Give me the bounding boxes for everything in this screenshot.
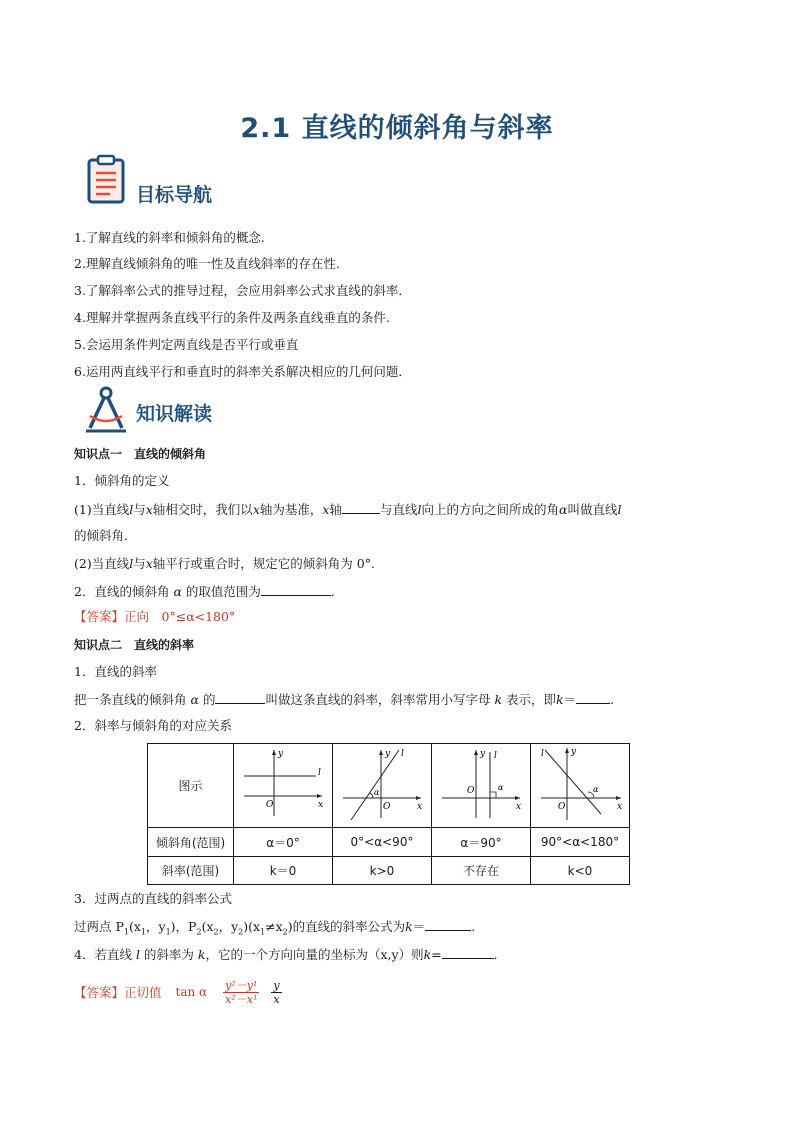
kp2-p1: 把一条直线的倾斜角 α 的 叫做这条直线的斜率，斜率常用小写字母 k 表示，即k＝ .: [74, 692, 615, 707]
blank-field: [576, 691, 610, 704]
svg-text:x: x: [516, 802, 522, 812]
diagram-positive-slope: [333, 744, 432, 828]
kp2-item1: 1．直线的斜率: [74, 664, 157, 679]
table-row-label: 倾斜角(范围): [148, 828, 234, 857]
kp1-answer: 【答案】正向 0°≤α<180°: [74, 609, 236, 624]
kp1-p1-cont: 的倾斜角．: [74, 528, 137, 543]
table-cell: 0°<α<90°: [333, 828, 432, 857]
kp1-item1: 1．倾斜角的定义: [74, 473, 170, 488]
svg-text:l: l: [494, 751, 497, 761]
table-row-label: 斜率(范围): [148, 857, 234, 885]
table-cell: α＝0°: [234, 828, 333, 857]
goal-item: 4.理解并掌握两条直线平行的条件及两条直线垂直的条件.: [74, 310, 390, 325]
svg-text:O: O: [467, 786, 475, 796]
slope-fraction: $\frac{\text{y²－y¹}}{\text{x²－x¹}}$: [225, 978, 258, 1006]
svg-text:α: α: [593, 785, 599, 794]
kp2-heading: 知识点二 直线的斜率: [74, 638, 195, 652]
svg-text:y: y: [480, 749, 486, 759]
table-cell: k<0: [531, 857, 630, 885]
slope-angle-table: [147, 743, 630, 885]
goal-item: 1.了解直线的斜率和倾斜角的概念.: [74, 230, 265, 245]
goal-item: 3.了解斜率公式的推导过程，会应用斜率公式求直线的斜率．: [74, 283, 411, 298]
compass-icon: [84, 386, 128, 434]
kp2-p3: 过两点 $P_1(x_1$，$y_1$)，$P_2(x_2$，$y_2)(x_1\ne x_2)$的直线的斜率公式为k＝ .: [74, 919, 476, 937]
blank-field: [442, 946, 494, 959]
svg-text:l: l: [318, 768, 321, 778]
goal-item: 5.会运用条件判定两直线是否平行或垂直: [74, 337, 299, 352]
clipboard-icon: [86, 154, 126, 204]
svg-text:x: x: [318, 800, 324, 810]
table-cell: k>0: [333, 857, 432, 885]
table-cell: 不存在: [432, 857, 531, 885]
table-cell: k＝0: [234, 857, 333, 885]
kp2-item3: 3．过两点的直线的斜率公式: [74, 891, 232, 906]
page-title: 2.1 直线的倾斜角与斜率: [240, 113, 554, 144]
blank-field: [261, 583, 331, 596]
kp1-item2: 2．直线的倾斜角 α 的取值范围为 .: [74, 584, 335, 599]
table-row: [148, 744, 630, 828]
svg-text:l: l: [541, 749, 544, 759]
blank-field: [342, 501, 380, 514]
kp2-answer: 【答案】 正切值 tan α $\frac{\text{y²－y¹}}{\text{x²－x¹}}$ $\frac{y}{x}$: [74, 978, 280, 1006]
diagram-zero-slope: [234, 744, 333, 828]
section-title-goals: 目标导航: [136, 184, 213, 206]
table-cell: α＝90°: [432, 828, 531, 857]
svg-text:x: x: [417, 802, 423, 812]
blank-field: [425, 918, 471, 931]
kp2-item2: 2．斜率与倾斜角的对应关系: [74, 718, 232, 733]
direction-fraction: $\frac{y}{x}$: [273, 978, 280, 1006]
table-row: [148, 828, 630, 857]
svg-text:y: y: [385, 749, 391, 759]
kp2-item4: 4．若直线 l 的斜率为 k，它的一个方向向量的坐标为（x,y）则k= .: [74, 947, 498, 962]
svg-text:l: l: [401, 749, 404, 759]
blank-field: [215, 691, 265, 704]
table-cell: 90°<α<180°: [531, 828, 630, 857]
svg-text:O: O: [383, 802, 391, 812]
kp1-p1: (1)当直线l与x轴相交时，我们以x轴为基准，x轴 与直线l向上的方向之间所成的角α叫做直线l: [74, 502, 622, 517]
diagram-vertical: [432, 744, 531, 828]
svg-text:α: α: [498, 783, 504, 792]
svg-text:x: x: [617, 802, 623, 812]
goal-item: 6.运用两直线平行和垂直时的斜率关系解决相应的几何问题．: [74, 364, 411, 379]
table-row-label: 图示: [148, 744, 234, 828]
goal-item: 2.理解直线倾斜角的唯一性及直线斜率的存在性.: [74, 256, 340, 271]
svg-text:O: O: [558, 802, 566, 812]
svg-text:y: y: [278, 749, 284, 759]
svg-text:y: y: [571, 747, 577, 757]
kp1-heading: 知识点一 直线的倾斜角: [74, 447, 207, 461]
section-title-knowledge: 知识解读: [136, 403, 213, 425]
table-row: [148, 857, 630, 885]
kp1-p2: (2)当直线l与x轴平行或重合时，规定它的倾斜角为 0°.: [74, 556, 375, 571]
svg-text:α: α: [374, 788, 380, 797]
diagram-negative-slope: [531, 744, 630, 828]
svg-text:O: O: [266, 800, 274, 810]
